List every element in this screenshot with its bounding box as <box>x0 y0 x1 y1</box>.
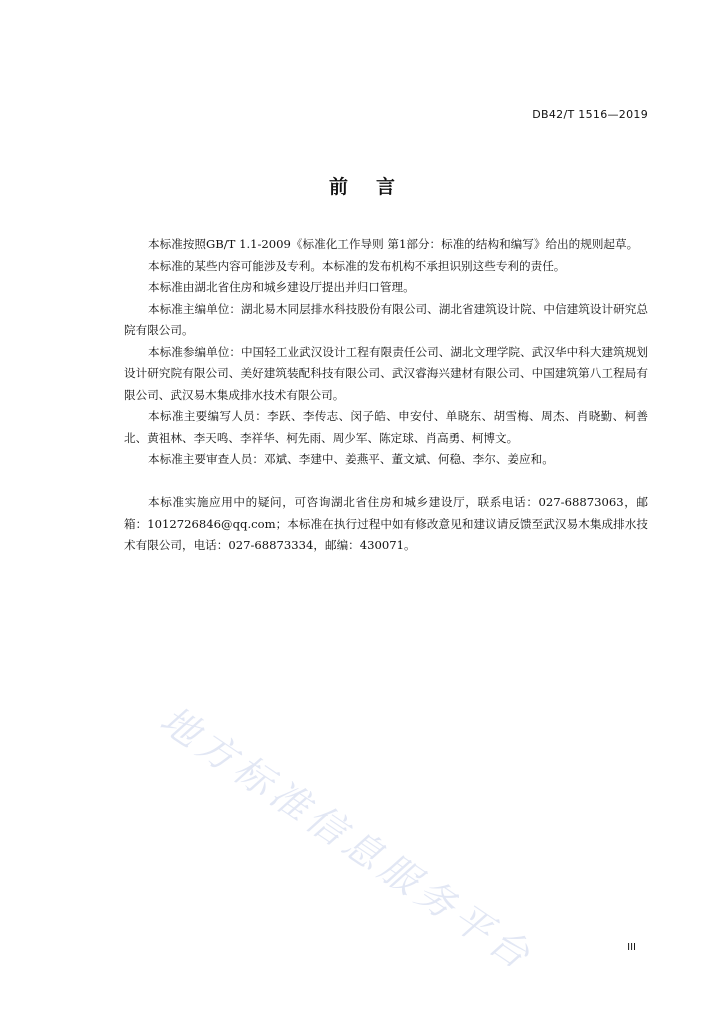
foreword-body <box>124 234 648 557</box>
page-title <box>0 172 724 199</box>
paragraph-participating-units: 本标准参编单位：中国轻工业武汉设计工程有限责任公司、湖北文理学院、武汉华中科大建筑规划设计研究院有限公司、美好建筑装配科技有限公司、武汉睿海兴建材有限公司、中国建筑第八工程局有限公司、武汉易木集成排水技术有限公司。 <box>124 344 648 402</box>
paragraph-chief-editors: 本标准主编单位：湖北易木同层排水科技股份有限公司、湖北省建筑设计院、中信建筑设计研究总院有限公司。 <box>124 301 648 337</box>
document-code: DB42/T 1516—2019 <box>532 108 648 121</box>
paragraph-contact-info: 本标准实施应用中的疑问，可咨询湖北省住房和城乡建设厅，联系电话：027-68873063，邮箱：1012726846@qq.com；本标准在执行过程中如有修改意见和建议请反馈至武汉易木集成排水技术有限公司，电话：027-68873334，邮编：430071。 <box>124 495 648 552</box>
paragraph-main-drafters: 本标准主要编写人员：李跃、李传志、闵子皓、申安付、单晓东、胡雪梅、周杰、肖晓勤、柯善北、黄祖林、李天鸣、李祥华、柯先雨、周少军、陈定球、肖高勇、柯博文。 <box>124 409 648 445</box>
page-number: III <box>627 942 636 953</box>
watermark-text: 地方标准信息服务平台 <box>152 697 542 980</box>
title-char-1: 前 <box>328 176 348 198</box>
paragraph-patent-notice: 本标准的某些内容可能涉及专利。本标准的发布机构不承担识别这些专利的责任。 <box>148 258 566 273</box>
title-char-2: 言 <box>376 176 396 198</box>
paragraph-main-reviewers: 本标准主要审查人员：邓斌、李建中、姜燕平、董文斌、何稳、李尔、姜应和。 <box>148 452 554 466</box>
paragraph-proposer: 本标准由湖北省住房和城乡建设厅提出并归口管理。 <box>148 280 415 294</box>
paragraph-drafting-rules: 本标准按照GB/T 1.1-2009《标准化工作导则 第1部分：标准的结构和编写》给出的规则起草。 <box>148 237 639 251</box>
